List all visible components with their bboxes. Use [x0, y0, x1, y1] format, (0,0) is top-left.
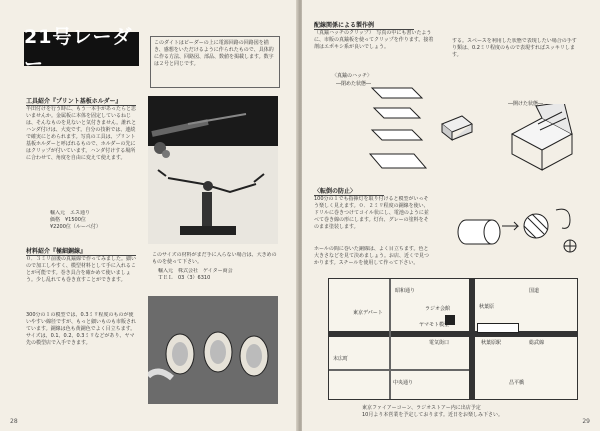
section2-text: ０．３ミリ前後の真鍮線で作ってみました。細いので加工しやすく、模型材料として手に入れることが可能です。巻き具合を確かめて使いましょう。少し乱れても巻き直すことができます。: [26, 256, 137, 283]
intro-box: このダイトはピーダーの上に電源回路の回路図を描き、感想をいただけるように作られたもので、具体的に作る方法、回路図、部品、数値を掲載します。数字は２号と同じです。: [150, 36, 280, 88]
section1-specs: [50, 210, 140, 240]
right-section1-text2: する。スペースを利用した状態で表現したい場合の手すり類は、0.2ミリ程度のもので表現すればスッキリします。: [452, 38, 577, 58]
map-label: 昌平橋: [509, 380, 525, 386]
map-label: 秋葉原駅: [481, 340, 502, 346]
map-caption-2: 10月より本営業を予定しております。近日をお楽しみ下さい。: [362, 412, 503, 418]
holder-photo: [148, 96, 278, 244]
section1-text: 半田付けを行う時に、もう一本手があったらと思いませんか。金属板に本体を固定しているねじは、そんなものを見ないと気付きません。誰れとハンダ付けは、大変です。自分の技術では、連続で確実にとめられます。写真の工具は、プリント基板ホルダーと呼ばれるもので、ホルダーの先にはクリップが付いています。ハンダ付けする場所に合わせて、角度を自由に変えて使えます。: [26, 106, 137, 161]
right-section1-text: （真鍮ハッチのクリップ） 写真の中にも書いたように、市販の真鍮板を使ってクリップを作ります。接着剤はエポキシ系が良いでしょう。: [314, 30, 434, 50]
map-label: 昭和通り: [395, 288, 416, 294]
section2-heading: 材料紹介『極細銅線』: [26, 246, 136, 256]
retailer-line: 輸入元 株式会社 ゲイター商会: [158, 268, 233, 274]
map-label: 末広町: [333, 356, 349, 362]
map-street-2: [329, 369, 469, 371]
map-road-horizontal: [329, 331, 577, 337]
map-label: ラジオ会館: [425, 306, 451, 312]
map-station: [477, 323, 519, 333]
spools-illustration: [148, 296, 278, 404]
right-section2-text: 100分の１でも指揮灯を取り付けると模型がいっそう楽しく見えます。０．２ミリ程度の銅線を使い、ドリルに巻きつけてコイル状にし、電池のように並べて巻き線の形にします。灯台、グレーの塗料をそのまま塗装します。: [314, 196, 429, 230]
right-section2-text2: ホールの間に巻いた銅線は、よく目立ちます。色と大きさなどを見て決めましょう。お店、近くで見つかります。スチールを使用して作って下さい。: [314, 246, 430, 266]
map-label: 東京デパート: [353, 310, 383, 316]
diagram2-label: ―開けた状態―: [508, 101, 544, 107]
page-number-left: 28: [10, 418, 18, 425]
diagram1-label: 〈真鍮のハッチ〉: [332, 73, 373, 79]
section2-text2: 300分の１の模型では、0.3ミリ程度のものが使いやすい線径ですが、もっと細いものも市販されています。銅線は色も黄銅色でよく目立ちます。サイズは、0.1、0.2、0.3ミリなどがあり、ヤマ先の模型店で入手できます。: [26, 312, 137, 346]
spools-photo: [148, 296, 278, 404]
hatch-open-diagram: [502, 104, 582, 176]
map-label: 国道: [529, 288, 540, 294]
spec-line: 輸入元 エス通り: [50, 210, 91, 216]
map-road-vertical: [469, 279, 475, 399]
spec-line: ¥2200位（ルーペ付）: [50, 224, 101, 230]
coil-diagram: [452, 196, 582, 270]
map-label: 電気街口: [429, 340, 450, 346]
map-label: ヤマモト模型: [419, 322, 450, 328]
map-label: 秋葉原: [479, 304, 495, 310]
left-page: [0, 0, 298, 431]
page-number-right: 29: [582, 418, 590, 425]
section1-heading: 工具紹介『プリント基板ホルダー』: [26, 96, 136, 106]
holder-illustration: [148, 96, 278, 244]
retailer-info: [158, 268, 278, 286]
right-page: [302, 0, 600, 431]
right-caption: このサイズの材料がまだ手に入らない場合は、大きめのものを使って下さい。: [152, 252, 277, 265]
hatch-exploded-diagram: [342, 84, 442, 178]
store-map: [328, 278, 578, 400]
map-street: [389, 279, 391, 399]
right-section1-heading: 配線関係による製作例: [314, 20, 414, 30]
map-label: 総武線: [529, 340, 545, 346]
map-label: 中央通り: [393, 380, 414, 386]
spec-line: 価格 ¥1500位: [50, 217, 86, 223]
map-caption: 東京ファイアーコーン、ラジオストアー内に出店予定: [362, 405, 481, 411]
right-section2-heading: 〈転倒の防止〉: [314, 186, 384, 196]
article-title: 21号レーダー: [24, 32, 139, 66]
retailer-line: ＴＥＬ 03（3）6310: [158, 275, 211, 281]
diagram1-sub: ―閉めた状態―: [336, 81, 372, 87]
hatch-closed-diagram: [436, 110, 476, 150]
